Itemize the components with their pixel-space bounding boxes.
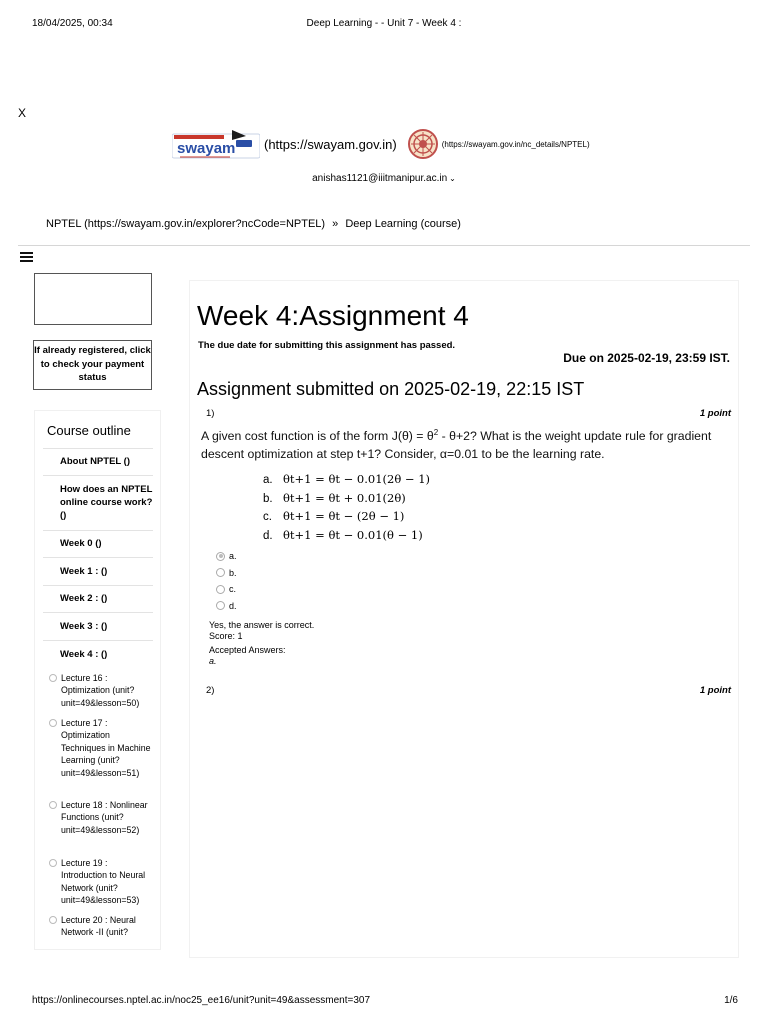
close-button[interactable]: X <box>18 106 27 120</box>
option-formula: θt+1 = θt − 0.01(θ − 1) <box>283 527 423 542</box>
option-b: b. θt+1 = θt + 0.01(2θ) <box>263 490 406 505</box>
option-formula: θt+1 = θt − 0.01(2θ − 1) <box>283 472 431 486</box>
outline-item-week-2[interactable]: Week 2 : () <box>60 593 108 604</box>
print-url: https://onlinecourses.nptel.ac.in/noc25_ee16/unit?unit=49&assessment=307 <box>32 995 371 1006</box>
print-header <box>32 18 736 32</box>
feedback-text: Yes, the answer is correct. <box>209 620 315 630</box>
outline-divider <box>43 557 153 558</box>
accepted-answer-value: a. <box>209 655 217 666</box>
outline-divider <box>43 640 153 641</box>
breadcrumb-course[interactable]: Deep Learning (course) <box>345 218 461 230</box>
menu-icon[interactable] <box>20 252 33 262</box>
lesson-status-icon <box>49 859 57 867</box>
outline-item-week-0[interactable]: Week 0 () <box>60 538 102 549</box>
chevron-down-icon[interactable]: ⌄ <box>449 174 456 183</box>
choice-a[interactable]: a. <box>216 548 237 565</box>
breadcrumb <box>46 218 465 230</box>
due-passed-notice: The due date for submitting this assignment has passed. <box>198 340 456 351</box>
due-date: Due on 2025-02-19, 23:59 IST. <box>563 351 730 365</box>
outline-item-week-1[interactable]: Week 1 : () <box>60 566 108 577</box>
radio-button[interactable] <box>216 601 225 610</box>
outline-item-how-it-works[interactable]: How does an NPTEL online course work? () <box>60 484 153 521</box>
lesson-item[interactable] <box>49 672 153 709</box>
outline-item-week-3[interactable]: Week 3 : () <box>60 621 108 632</box>
lesson-label[interactable]: Lecture 17 : Optimization Techniques in Machine Learning (unit?unit=49&lesson=51) <box>61 718 151 778</box>
question-text: A given cost function is of the form $J(\theta) = \theta^2 - \theta+2$? What is the weight update rule for gradient descent optimization at step t+1? Consider, α=0.01 to be the learning rate. <box>201 428 712 462</box>
choice-d[interactable]: d. <box>216 598 237 615</box>
user-menu[interactable] <box>0 173 768 184</box>
lesson-item[interactable] <box>49 717 153 779</box>
course-outline-title: Course outline <box>47 423 131 438</box>
answer-feedback <box>209 620 314 666</box>
swayam-link[interactable]: (https://swayam.gov.in) <box>264 136 397 152</box>
choice-c[interactable]: c. <box>216 581 237 598</box>
outline-item-week-4[interactable]: Week 4 : () <box>60 649 108 660</box>
question-number: 1) <box>206 408 215 419</box>
print-title: Deep Learning - - Unit 7 - Week 4 : <box>306 18 462 29</box>
lesson-status-icon <box>49 916 57 924</box>
payment-status-button[interactable]: If already registered, click to check your payment status <box>33 340 152 390</box>
answer-choices <box>216 548 237 614</box>
submission-status: Assignment submitted on 2025-02-19, 22:15 IST <box>197 379 585 399</box>
score-text: Score: 1 <box>209 630 243 641</box>
breadcrumb-nptel[interactable]: NPTEL (https://swayam.gov.in/explorer?ncCode=NPTEL) <box>46 218 326 230</box>
option-d: d. θt+1 = θt − 0.01(θ − 1) <box>263 527 423 542</box>
lesson-label[interactable]: Lecture 18 : Nonlinear Functions (unit?unit=49&lesson=52) <box>61 800 148 835</box>
option-formula: θt+1 = θt + 0.01(2θ) <box>283 490 406 505</box>
question-points: 1 point <box>699 408 731 419</box>
question-points: 1 point <box>699 685 731 696</box>
lesson-label[interactable]: Lecture 20 : Neural Network -II (unit? <box>61 915 136 938</box>
lesson-item[interactable] <box>49 799 153 836</box>
outline-divider <box>43 475 153 476</box>
lesson-item[interactable] <box>49 914 153 939</box>
outline-item-about-nptel[interactable]: About NPTEL () <box>60 456 131 467</box>
option-formula: θt+1 = θt − (2θ − 1) <box>283 509 405 523</box>
choice-b[interactable]: b. <box>216 565 237 582</box>
outline-divider <box>43 585 153 586</box>
svg-text:swayam: swayam <box>177 140 236 157</box>
option-a: a. θt+1 = θt − 0.01(2θ − 1) <box>263 472 431 486</box>
outline-divider <box>43 530 153 531</box>
outline-divider <box>43 448 153 449</box>
option-c: c. θt+1 = θt − (2θ − 1) <box>263 509 405 523</box>
radio-button[interactable] <box>216 568 225 577</box>
lesson-item[interactable] <box>49 857 153 907</box>
header-logos <box>172 124 590 164</box>
lesson-label[interactable]: Lecture 19 : Introduction to Neural Network (unit?unit=49&lesson=53) <box>61 858 146 906</box>
radio-button[interactable] <box>216 585 225 594</box>
print-datetime: 18/04/2025, 00:34 <box>32 18 113 29</box>
accepted-answers-label: Accepted Answers: <box>209 645 286 655</box>
swayam-logo[interactable] <box>172 126 260 162</box>
radio-button[interactable] <box>216 552 225 561</box>
lesson-status-icon <box>49 801 57 809</box>
outline-divider <box>43 612 153 613</box>
header-divider <box>18 245 750 246</box>
nptel-logo[interactable] <box>407 128 439 160</box>
lesson-status-icon <box>49 674 57 682</box>
page-title: Week 4:Assignment 4 <box>197 300 469 331</box>
lesson-label[interactable]: Lecture 16 : Optimization (unit?unit=49&lesson=50) <box>61 673 140 708</box>
question-number: 2) <box>206 685 215 696</box>
sidebar-placeholder <box>34 273 152 325</box>
breadcrumb-separator: » <box>332 218 339 230</box>
print-page-number: 1/6 <box>724 995 738 1006</box>
user-email[interactable]: anishas1121@iiitmanipur.ac.in <box>312 173 448 184</box>
course-outline <box>34 410 161 950</box>
lesson-status-icon <box>49 719 57 727</box>
question-options <box>263 471 430 545</box>
nptel-link[interactable]: (https://swayam.gov.in/nc_details/NPTEL) <box>441 139 590 149</box>
